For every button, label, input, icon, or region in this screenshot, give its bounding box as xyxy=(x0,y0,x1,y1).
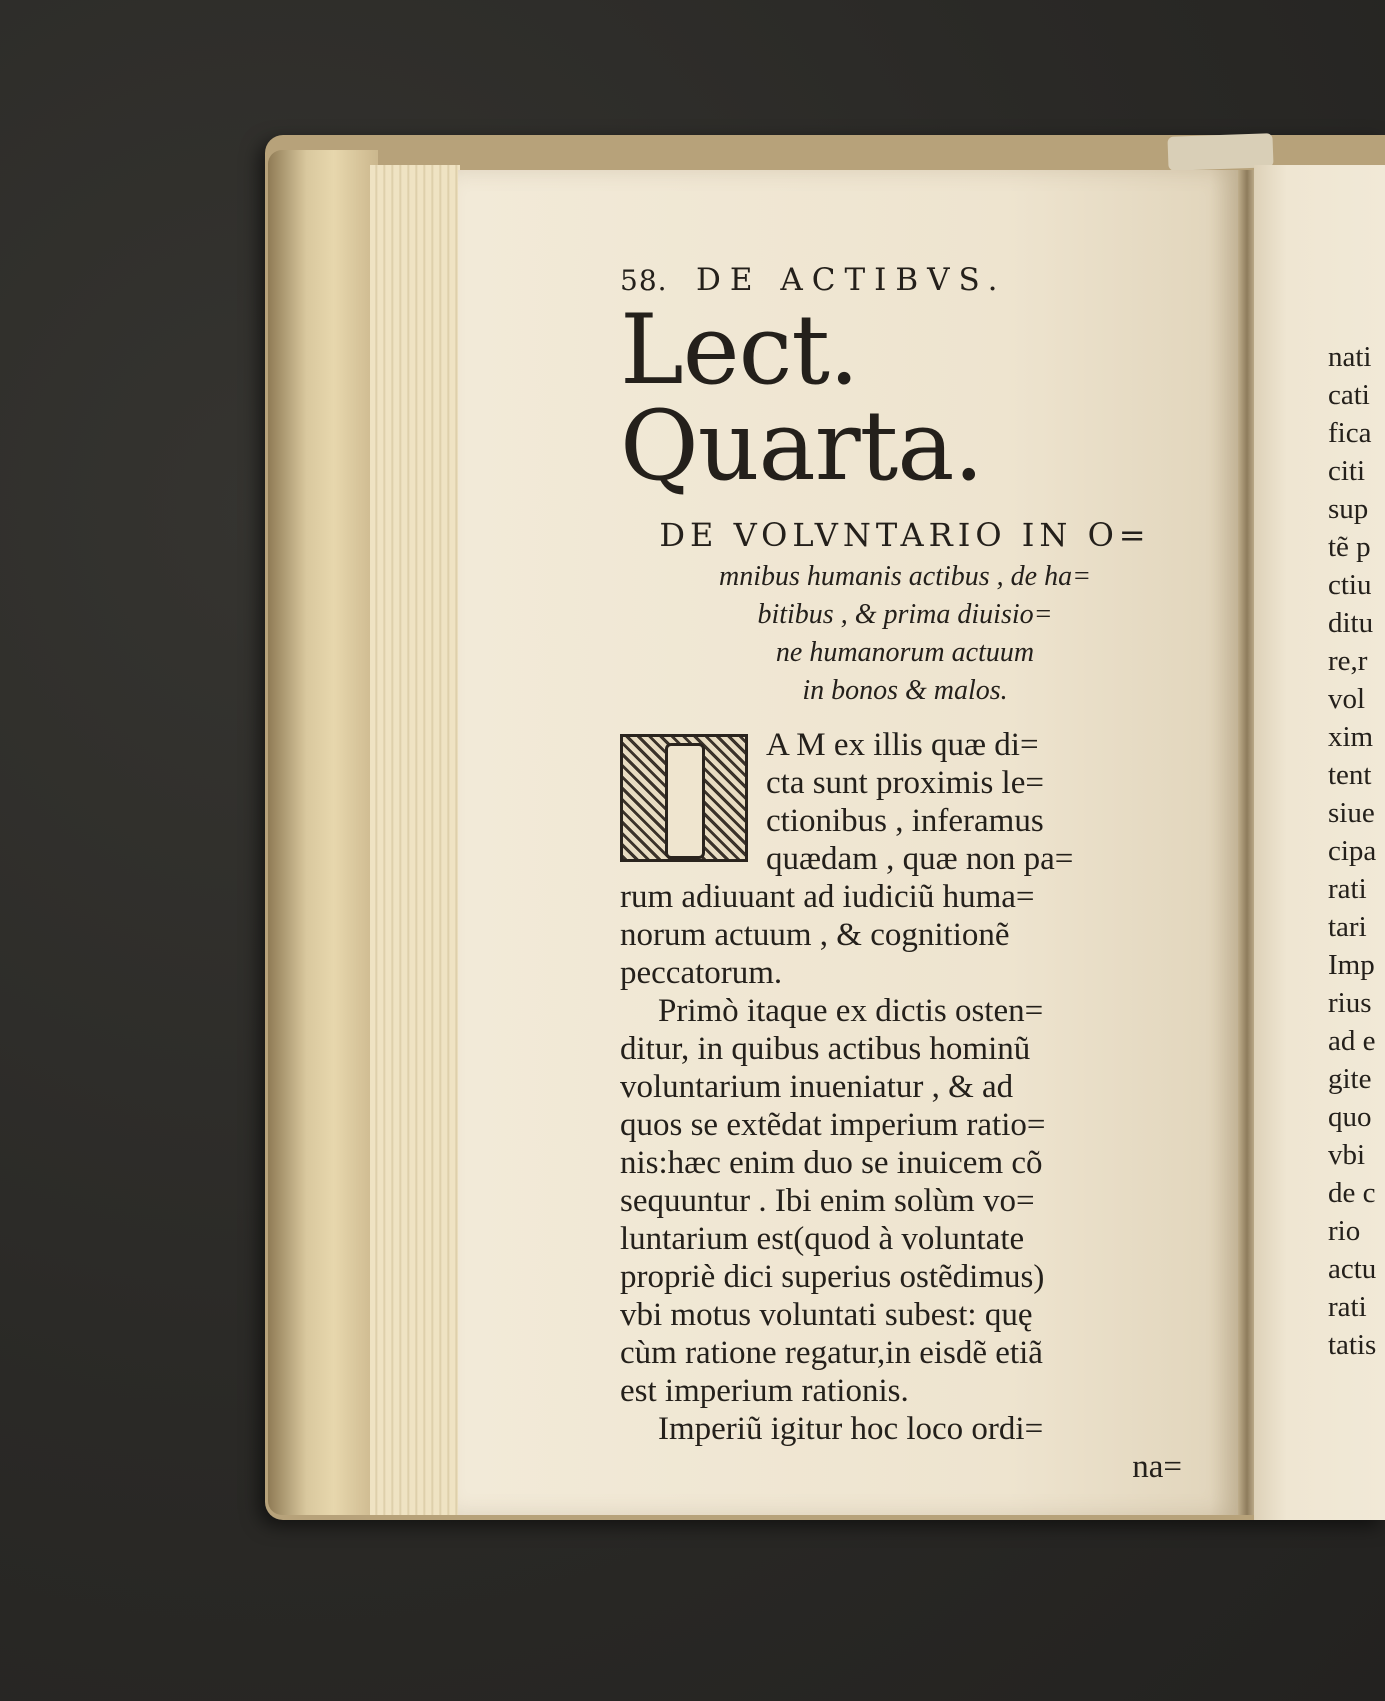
page-edges xyxy=(370,165,460,1515)
text-line: A M ex illis quæ di= xyxy=(766,727,1039,763)
text-line: est imperium rationis. xyxy=(620,1373,909,1409)
catchword: na= xyxy=(1132,1449,1182,1485)
text-line: quo xyxy=(1328,1101,1372,1133)
text-line: cta sunt proximis le= xyxy=(766,765,1044,801)
subheading-line: bitibus , & prima diuisio= xyxy=(757,599,1053,630)
lecture-title: Lect. Quarta. xyxy=(620,294,983,502)
page-number: 58. xyxy=(620,264,668,297)
text-line: sup xyxy=(1328,493,1369,525)
opening-paragraph xyxy=(620,726,1190,878)
decorated-initial-icon xyxy=(620,734,748,862)
text-line: cipa xyxy=(1328,835,1377,867)
text-line: cati xyxy=(1328,379,1370,411)
text-line: tatis xyxy=(1328,1329,1377,1361)
subheading-line: in bonos & malos. xyxy=(802,675,1008,706)
text-line: Primò itaque ex dictis osten= xyxy=(658,993,1044,1029)
text-line: vbi motus voluntati subest: quę xyxy=(620,1297,1033,1333)
text-line: ctiu xyxy=(1328,569,1372,601)
text-line: ditur, in quibus actibus hominũ xyxy=(620,1031,1031,1067)
text-line: vbi xyxy=(1328,1139,1366,1171)
text-line: rio xyxy=(1328,1215,1361,1247)
text-line: ditu xyxy=(1328,607,1374,639)
text-line: rius xyxy=(1328,987,1372,1019)
text-line: sequuntur . Ibi enim solùm vo= xyxy=(620,1183,1035,1219)
text-line: propriè dici superius ostẽdimus) xyxy=(620,1259,1045,1295)
text-line: tari xyxy=(1328,911,1367,943)
text-line: Imp xyxy=(1328,949,1375,981)
subheading-line: mnibus humanis actibus , de ha= xyxy=(719,561,1091,592)
body-text xyxy=(620,726,1190,1486)
text-line: peccatorum. xyxy=(620,955,783,991)
page-text xyxy=(620,262,1190,1486)
text-line: gite xyxy=(1328,1063,1372,1095)
text-line: actu xyxy=(1328,1253,1377,1285)
text-line: citi xyxy=(1328,455,1366,487)
text-line: tent xyxy=(1328,759,1372,791)
text-line: rum adiuuant ad iudiciũ huma= xyxy=(620,879,1035,915)
text-line: siue xyxy=(1328,797,1375,829)
text-line: voluntarium inueniatur , & ad xyxy=(620,1069,1014,1105)
running-title: DE ACTIBVS. xyxy=(696,262,1007,298)
text-line: re,r xyxy=(1328,645,1368,677)
text-line: quos se extẽdat imperium ratio= xyxy=(620,1107,1046,1143)
text-line: fica xyxy=(1328,417,1372,449)
text-line: ad e xyxy=(1328,1025,1376,1057)
text-line: nati xyxy=(1328,341,1372,373)
subheading-line: ne humanorum actuum xyxy=(775,637,1035,668)
text-line: tẽ p xyxy=(1328,531,1371,563)
text-line: cùm ratione regatur,in eisdẽ etiã xyxy=(620,1335,1043,1371)
text-line: de c xyxy=(1328,1177,1376,1209)
text-line: ctionibus , inferamus xyxy=(766,803,1044,839)
text-line: rati xyxy=(1328,1291,1367,1323)
text-line: vol xyxy=(1328,683,1366,715)
subheading-line: DE VOLVNTARIO IN O= xyxy=(659,516,1151,554)
text-line: xim xyxy=(1328,721,1374,753)
text-line: quædam , quæ non pa= xyxy=(766,841,1074,877)
vellum-binding xyxy=(268,150,378,1515)
text-line: norum actuum , & cognitionẽ xyxy=(620,917,1010,953)
subheading xyxy=(620,516,1190,710)
facing-page-text xyxy=(1328,338,1385,1364)
text-line: luntarium est(quod à voluntate xyxy=(620,1221,1025,1257)
text-line: rati xyxy=(1328,873,1367,905)
running-head xyxy=(620,262,1190,298)
text-line: Imperiũ igitur hoc loco ordi= xyxy=(658,1411,1044,1447)
text-line: nis:hæc enim duo se inuicem cõ xyxy=(620,1145,1043,1181)
